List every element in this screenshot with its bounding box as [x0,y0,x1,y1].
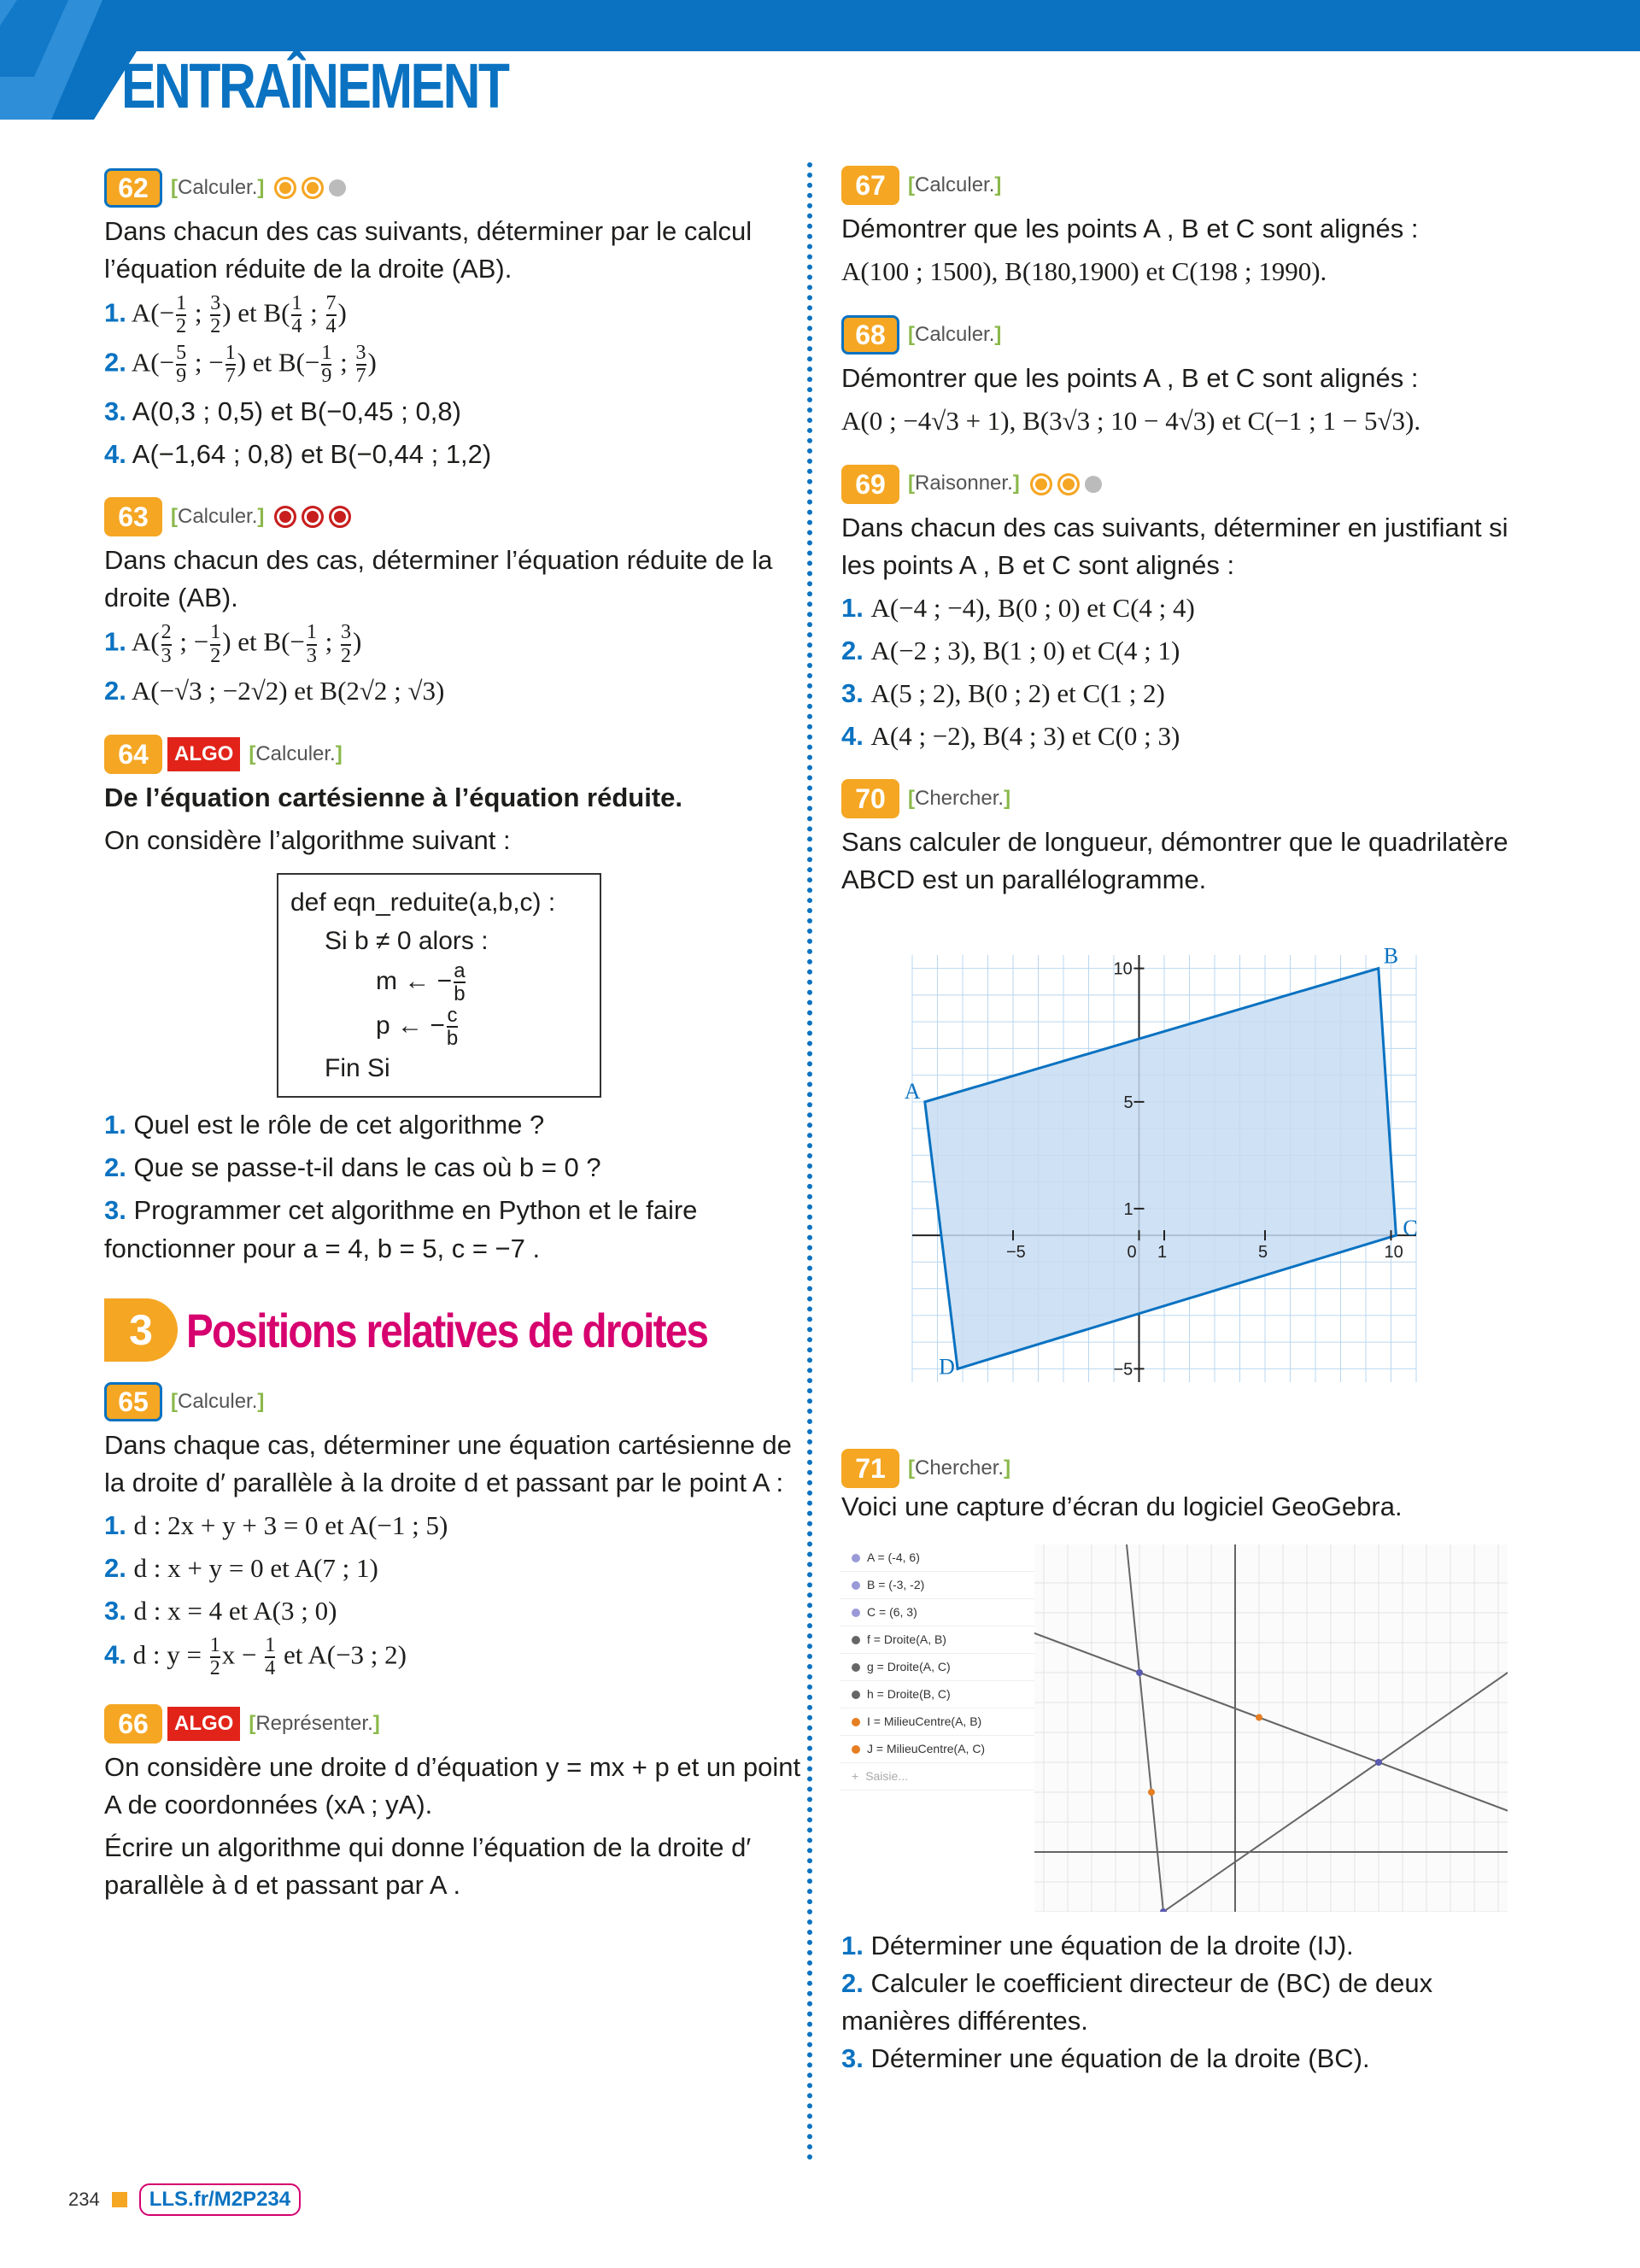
x-tick-label: −5 [1006,1243,1026,1263]
list-item: 3. A(5 ; 2), B(0 ; 2) et C(1 ; 2) [841,677,1165,708]
exercise-70 [841,779,1542,900]
y-tick-label: 1 [1123,1199,1133,1219]
list-item: 1. Déterminer une équation de la droite (IJ). [841,1931,1354,1960]
point-c [1375,1759,1382,1766]
point-label-b: B [1383,943,1399,969]
exercise-heading: De l’équation cartésienne à l’équation réduite. [104,782,682,812]
left-column [104,167,805,1928]
geogebra-screenshot [840,1544,1508,1912]
exercise-tag: [Chercher.] [908,787,1011,811]
difficulty-dots [274,177,346,199]
list-item: 1. d : 2x + y + 3 = 0 et A(−1 ; 5) [104,1509,448,1540]
exercise-intro: Dans chacun des cas suivants, déterminer en justifiant si les points A , B et C sont alignés : [841,512,1508,580]
exercise-tag: [Calculer.] [171,1389,265,1413]
x-tick-label: 5 [1258,1243,1268,1263]
exercise-number: 71 [841,1449,899,1488]
exercise-tag: [Calculer.] [171,505,265,529]
exercise-intro: On considère l’algorithme suivant : [104,824,511,855]
page-title: ENTRAÎNEMENT [121,50,508,121]
geogebra-graphics-view [1034,1544,1508,1912]
list-item: 1. A(−4 ; −4), B(0 ; 0) et C(4 ; 4) [841,592,1195,623]
list-item: f = Droite(A, B) [840,1626,1034,1654]
exercise-intro: Sans calculer de longueur, démontrer que le quadrilatère ABCD est un parallélogramme. [841,827,1508,895]
exercise-65 [104,1381,805,1679]
section-heading [104,1297,805,1365]
exercise-tag: [Calculer.] [908,173,1002,196]
point-label-d: D [939,1354,955,1380]
point-label-a: A [904,1078,921,1104]
code-line: Fin Si [325,1054,390,1083]
header-bar [474,0,1640,51]
list-item: g = Droite(A, C) [840,1654,1034,1681]
exercise-67 [841,165,1542,290]
page-number: 234 [68,2189,100,2211]
point-j [1256,1714,1262,1721]
list-item: 2. Que se passe-t-il dans le cas où b = 0 ? [104,1152,601,1183]
list-item: I = MilieuCentre(A, B) [840,1708,1034,1736]
exercise-tag: [Représenter.] [249,1712,380,1736]
exercise-intro: Démontrer que les points A , B et C sont alignés : [841,362,1419,393]
exercise-71-questions [841,1927,1542,2078]
algo-badge: ALGO [167,737,240,771]
list-item: 4. A(−1,64 ; 0,8) et B(−0,44 ; 1,2) [104,438,492,469]
exercise-number: 70 [841,779,899,818]
x-tick-label: 0 [1127,1243,1137,1263]
exercise-number: 67 [841,166,899,205]
exercise-number: 64 [104,735,162,774]
exercise-69 [841,464,1542,755]
parallelogram-abcd [925,969,1397,1369]
exercise-text: Écrire un algorithme qui donne l’équation de la droite d′ parallèle à d et passant par A . [104,1832,752,1901]
exercise-tag: [Calculer.] [908,322,1002,346]
y-tick-label: 10 [1113,959,1133,979]
difficulty-dots [274,506,351,528]
list-item: C = (6, 3) [840,1599,1034,1626]
exercise-intro: Dans chaque cas, déterminer une équation cartésienne de la droite d′ parallèle à la droite d et passant par le point A : [104,1429,792,1497]
list-item: 2. Calculer le coefficient directeur de (BC) de deux manières différentes. [841,1968,1433,2037]
y-tick-label: 5 [1123,1093,1133,1112]
section-number: 3 [104,1298,178,1362]
list-item: 3. Programmer cet algorithme en Python et le faire fonctionner pour a = 4, b = 5, c = −7 . [104,1195,698,1263]
list-item: 2. d : x + y = 0 et A(7 ; 1) [104,1552,378,1583]
code-line: p ← − $\frac{c}{b}$ [376,1004,459,1051]
exercise-68 [841,314,1542,440]
list-item: 1. A( $\frac{2}{3}$ ; − $\frac{1}{2}$ ) et B(− $\frac{1}{3}$ ; $\frac{3}{2}$ ) [104,621,362,667]
exercise-tag: [Calculer.] [171,175,265,199]
list-item: 3. A(0,3 ; 0,5) et B(−0,45 ; 0,8) [104,396,461,426]
footer-square-icon [112,2192,127,2207]
list-item: h = Droite(B, C) [840,1681,1034,1708]
exercise-intro: Dans chacun des cas suivants, déterminer par le calcul l’équation réduite de la droite (AB). [104,215,753,284]
point-a [1136,1669,1143,1676]
exercise-intro: Voici une capture d’écran du logiciel GeoGebra. [841,1491,1403,1521]
exercise-text: On considère une droite d d’équation y = mx + p et un point A de coordonnées (xA ; yA). [104,1752,801,1820]
list-item: J = MilieuCentre(A, C) [840,1736,1034,1763]
exercise-number: 65 [104,1382,162,1421]
list-item: A = (-4, 6) [840,1544,1034,1572]
list-item: 3. Déterminer une équation de la droite (BC). [841,2043,1370,2074]
exercise-intro: Dans chacun des cas, déterminer l’équation réduite de la droite (AB). [104,545,773,613]
exercise-points: A(100 ; 1500), B(180,1900) et C(198 ; 1990). [841,255,1327,286]
code-line: m ← − $\frac{a}{b}$ [376,958,466,1005]
y-tick-label: −5 [1113,1360,1133,1380]
list-item: 1. Quel est le rôle de cet algorithme ? [104,1110,545,1140]
exercise-intro: Démontrer que les points A , B et C sont alignés : [841,213,1419,243]
section-title: Positions relatives de droites [186,1303,708,1357]
list-item: 2. A(− $\frac{5}{9}$ ; − $\frac{1}{7}$ ) et B(− $\frac{1}{9}$ ; $\frac{3}{7}$ ) [104,342,377,388]
footer-link[interactable]: LLS.fr/M2P234 [139,2183,301,2216]
column-divider [807,162,812,2161]
exercise-points: A(0 ; −4√3 + 1), B(3√3 ; 10 − 4√3) et C(−1 ; 1 − 5√3). [841,405,1421,436]
list-item: 1. A(− $\frac{1}{2}$ ; $\frac{3}{2}$ ) et B( $\frac{1}{4}$ ; $\frac{7}{4}$ ) [104,291,347,338]
list-item: 4. d : y = $\frac{1}{2}$ x − $\frac{1}{4}$ et A(−3 ; 2) [104,1633,407,1680]
list-item: 2. A(−√3 ; −2√2) et B(2√2 ; √3) [104,675,445,706]
parallelogram-graph [895,938,1433,1399]
geogebra-algebra-panel [840,1544,1034,1912]
exercise-number: 68 [841,315,899,355]
exercise-tag: [Raisonner.] [908,472,1020,495]
exercise-66 [104,1703,805,1904]
footer [68,2183,301,2216]
algorithm-box [277,873,601,1099]
exercise-number: 62 [104,168,162,208]
code-line: def eqn_reduite(a,b,c) : [290,888,556,917]
exercise-number: 63 [104,497,162,536]
geogebra-input[interactable]: + Saisie... [840,1763,1034,1790]
list-item: 4. A(4 ; −2), B(4 ; 3) et C(0 ; 3) [841,720,1180,751]
exercise-number: 69 [841,465,899,504]
point-label-c: C [1403,1216,1418,1241]
point-i [1148,1789,1155,1796]
algo-badge: ALGO [167,1707,240,1741]
x-tick-label: 10 [1384,1243,1403,1263]
geogebra-background [1034,1544,1508,1912]
exercise-tag: [Chercher.] [908,1456,1011,1480]
exercise-63 [104,497,805,710]
exercise-64 [104,734,805,1268]
exercise-number: 66 [104,1704,162,1743]
exercise-62 [104,167,805,473]
code-line: Si b ≠ 0 alors : [325,926,489,955]
right-column [841,165,1542,923]
x-tick-label: 1 [1157,1243,1168,1263]
list-item: 2. A(−2 ; 3), B(1 ; 0) et C(4 ; 1) [841,635,1180,665]
list-item: B = (-3, -2) [840,1572,1034,1599]
exercise-tag: [Calculer.] [249,741,343,765]
exercise-71 [841,1448,1542,1526]
list-item: 3. d : x = 4 et A(3 ; 0) [104,1595,337,1626]
difficulty-dots [1030,473,1102,495]
